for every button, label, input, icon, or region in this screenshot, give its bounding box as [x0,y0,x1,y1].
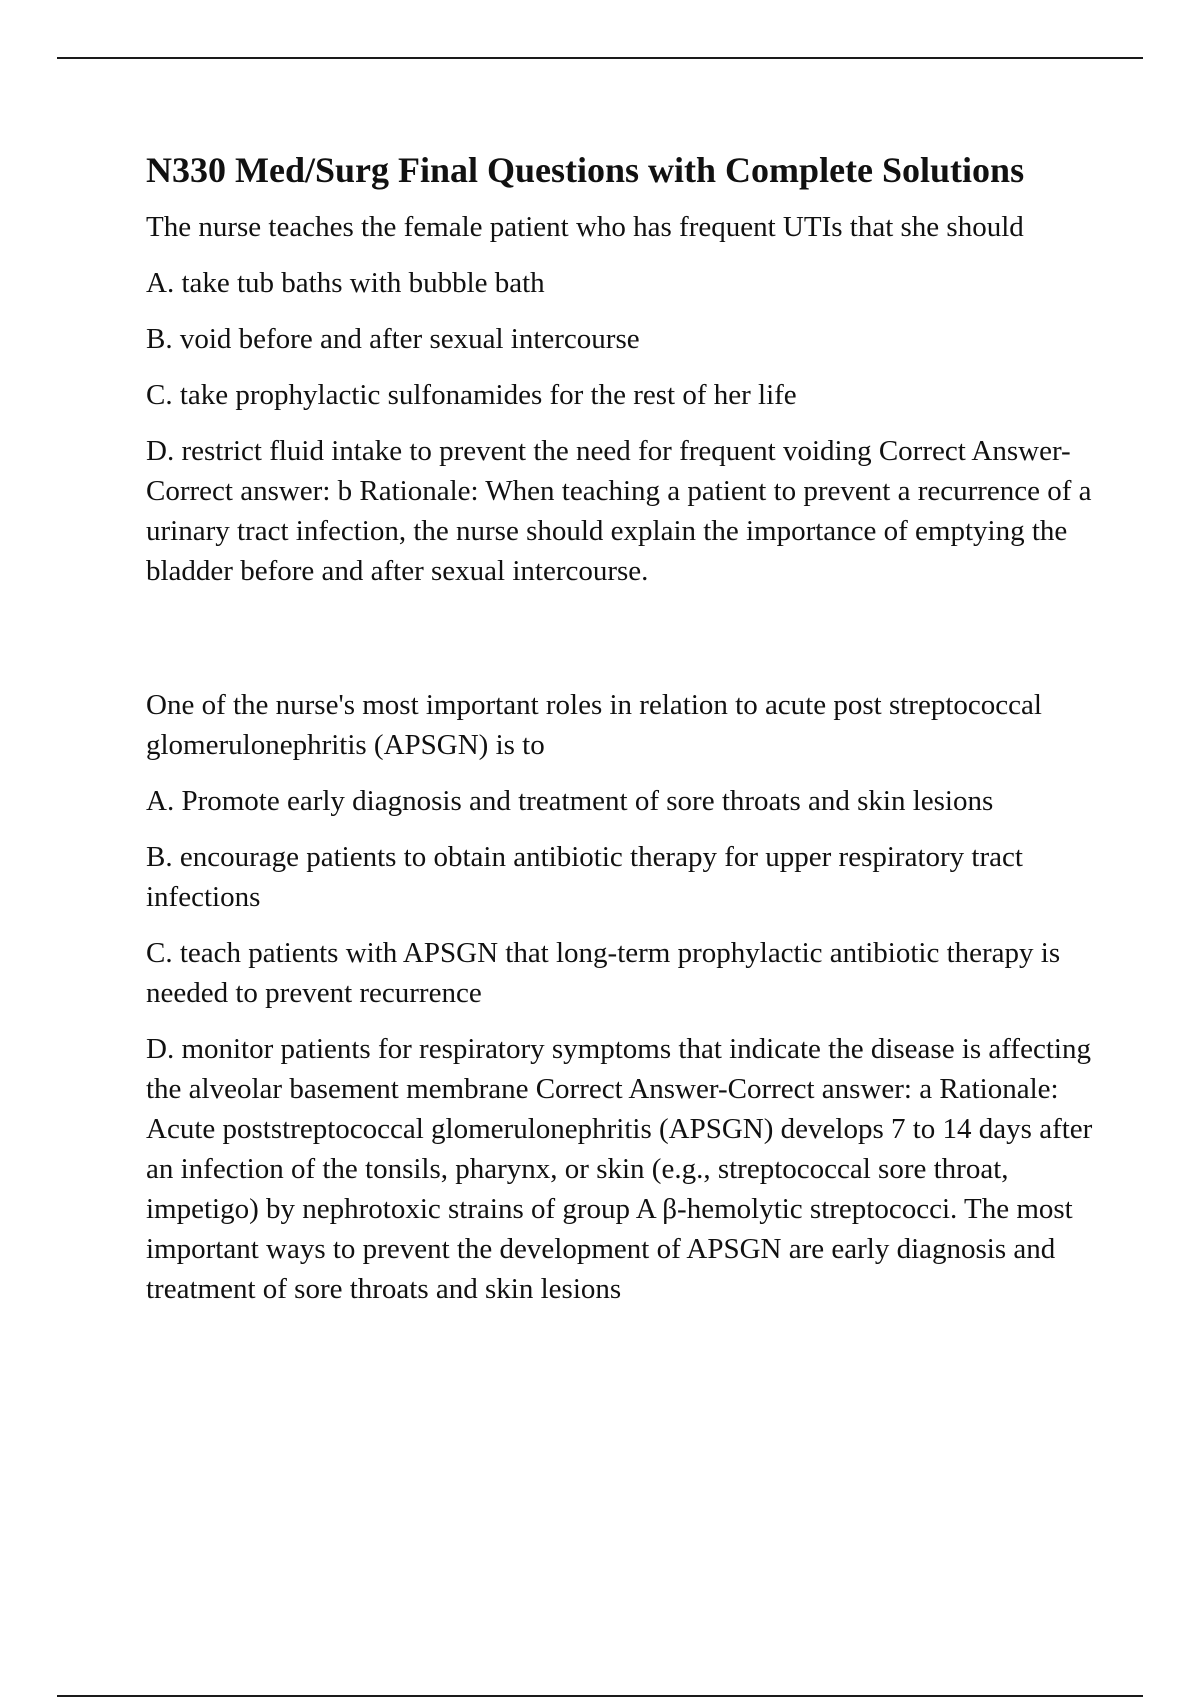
answer-option-c: C. take prophylactic sulfonamides for the rest of her life [146,379,797,411]
answer-option-b: B. void before and after sexual intercourse [146,323,640,355]
answer-option-b: B. encourage patients to obtain antibiotic therapy for upper respiratory tract infections [146,841,1023,913]
answer-option-a: A. take tub baths with bubble bath [146,267,545,299]
answer-option-d-with-rationale: D. monitor patients for respiratory symptoms that indicate the disease is affecting the alveolar basement membrane Correct Answer-Correct answer: a Rationale: Acute poststreptococcal glomerulonephritis (APSGN) develops 7 to 14 days after an infection of the tonsils, pharynx, or skin (e.g., streptococcal sore throat, impetigo) by nephrotoxic strains of group A β-hemolytic streptococci. The most important ways to prevent the development of APSGN are early diagnosis and treatment of sore throats and skin lesions [146,1033,1093,1305]
question-stem: The nurse teaches the female patient who has frequent UTIs that she should [146,211,1024,243]
answer-option-d-with-rationale: D. restrict fluid intake to prevent the need for frequent voiding Correct Answer-Correct answer: b Rationale: When teaching a patient to prevent a recurrence of a urinary tract infection, the nurse should explain the importance of emptying the bladder before and after sexual intercourse. [146,435,1092,587]
question-spacer [146,607,1106,685]
document-body [146,145,1106,1325]
answer-option-a: A. Promote early diagnosis and treatment of sore throats and skin lesions [146,785,994,817]
document-title: N330 Med/Surg Final Questions with Complete Solutions [146,150,1025,190]
top-divider [57,57,1143,59]
answer-option-c: C. teach patients with APSGN that long-term prophylactic antibiotic therapy is needed to prevent recurrence [146,937,1061,1009]
question-stem: One of the nurse's most important roles in relation to acute post streptococcal glomerulonephritis (APSGN) is to [146,689,1042,761]
question-2 [146,685,1106,1309]
question-1 [146,207,1106,591]
bottom-divider [57,1695,1143,1697]
